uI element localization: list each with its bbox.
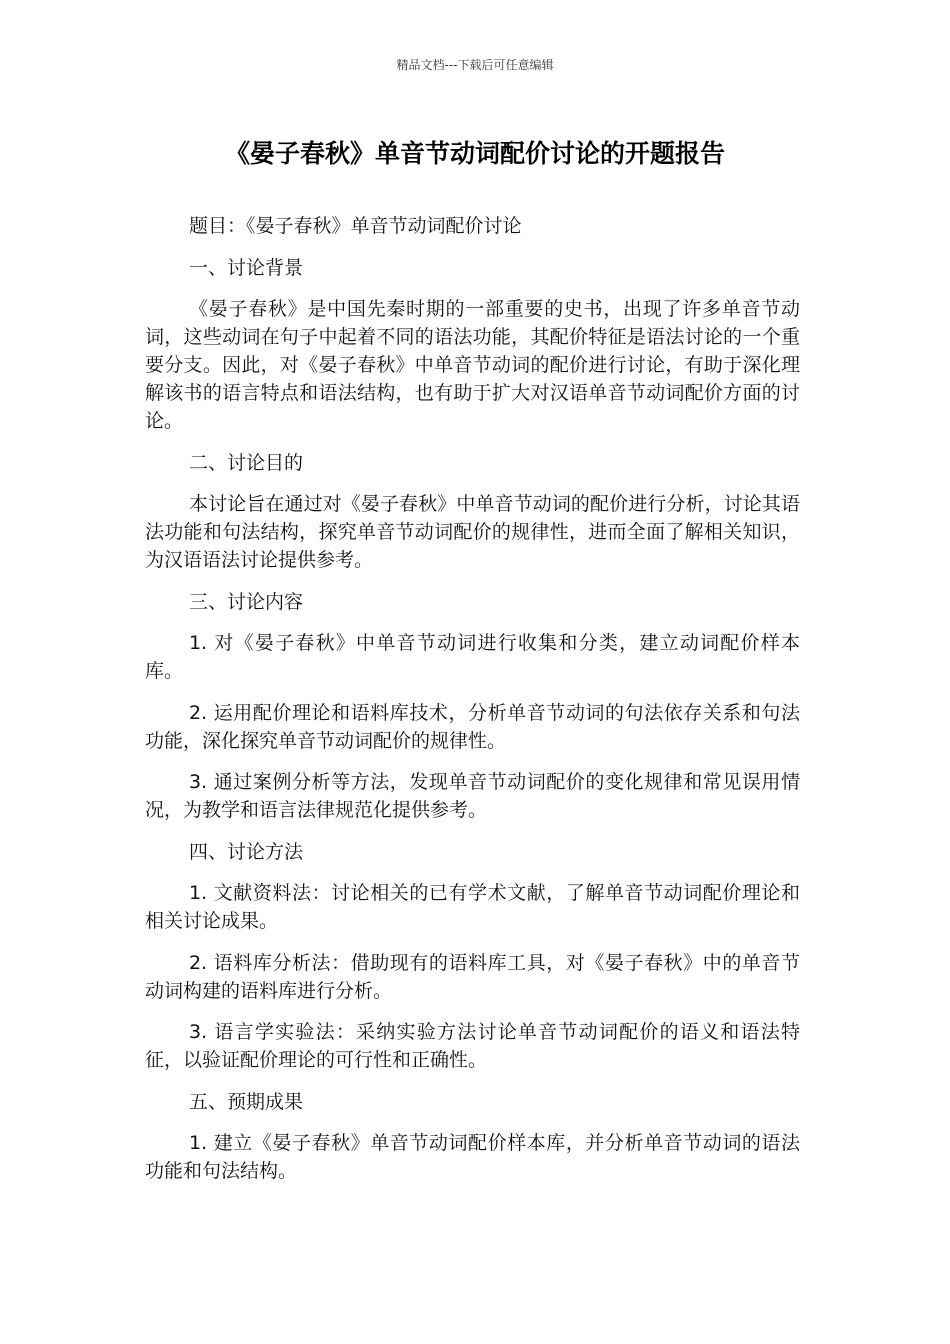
section-heading-content: 三、讨论内容 (189, 590, 304, 613)
document-title: 《晏子春秋》单音节动词配价讨论的开题报告 (224, 139, 725, 168)
section-heading-methods: 四、讨论方法 (189, 840, 304, 863)
result-item-1: 1. 建立《晏子春秋》单音节动词配价样本库，并分析单音节动词的语法功能和句法结构。 (145, 1132, 800, 1182)
section-heading-purpose: 二、讨论目的 (189, 451, 304, 474)
section-heading-background: 一、讨论背景 (189, 256, 304, 279)
purpose-paragraph: 本讨论旨在通过对《晏子春秋》中单音节动词的配价进行分析，讨论其语法功能和句法结构，探究单音节动词配价的规律性，进而全面了解相关知识，为汉语语法讨论提供参考。 (145, 493, 800, 571)
document-body (145, 212, 800, 1199)
content-item-3: 3. 通过案例分析等方法，发现单音节动词配价的变化规律和常见误用情况，为教学和语言法律规范化提供参考。 (145, 771, 800, 821)
content-item-1: 1. 对《晏子春秋》中单音节动词进行收集和分类，建立动词配价样本库。 (145, 632, 800, 682)
method-item-1: 1. 文献资料法：讨论相关的已有学术文献，了解单音节动词配价理论和相关讨论成果。 (145, 882, 800, 932)
method-item-3: 3. 语言学实验法：采纳实验方法讨论单音节动词配价的语义和语法特征，以验证配价理论的可行性和正确性。 (145, 1021, 800, 1071)
method-item-2: 2. 语料库分析法：借助现有的语料库工具，对《晏子春秋》中的单音节动词构建的语料库进行分析。 (145, 951, 800, 1002)
topic-line: 题目：《晏子春秋》单音节动词配价讨论 (189, 215, 522, 237)
page-header: 精品文档---下载后可任意编辑 (396, 58, 554, 72)
content-item-2: 2. 运用配价理论和语料库技术，分析单音节动词的句法依存关系和句法功能，深化探究单音节动词配价的规律性。 (145, 701, 800, 752)
background-paragraph: 《晏子春秋》是中国先秦时期的一部重要的史书，出现了许多单音节动词，这些动词在句子中起着不同的语法功能，其配价特征是语法讨论的一个重要分支。因此，对《晏子春秋》中单音节动词的配价进行讨论，有助于深化理解该书的语言特点和语法结构，也有助于扩大对汉语单音节动词配价方面的讨论。 (145, 298, 800, 432)
section-heading-results: 五、预期成果 (189, 1090, 304, 1113)
